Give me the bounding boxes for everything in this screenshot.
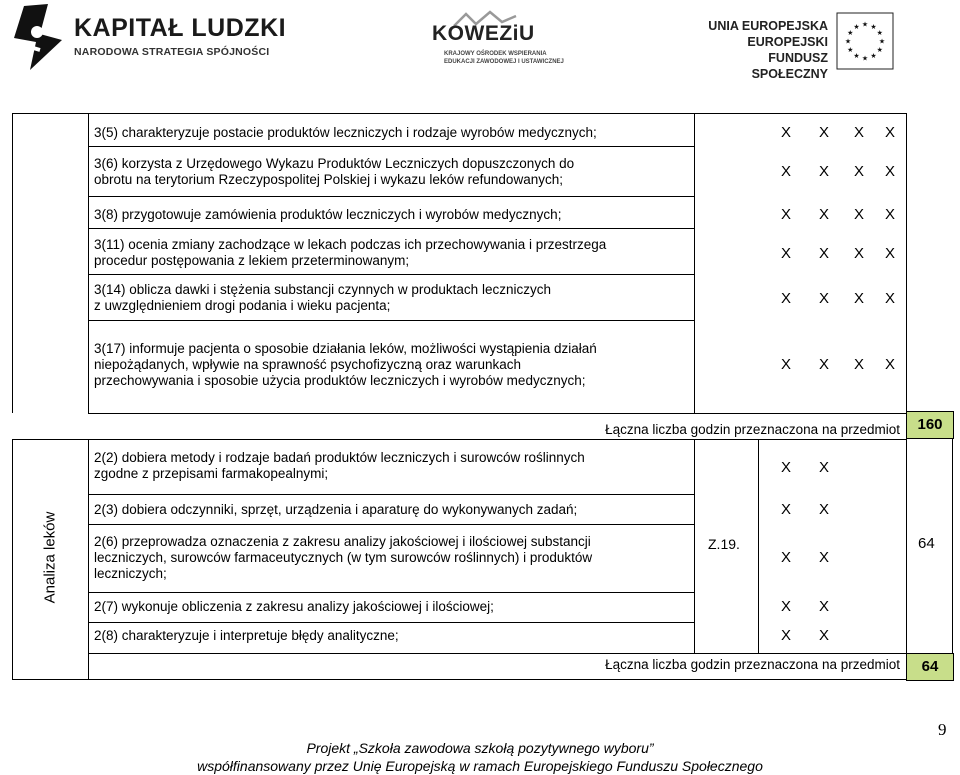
star-icon: ★ <box>878 38 886 46</box>
x-mark: X <box>854 124 865 141</box>
footer-funding-line: współfinansowany przez Unię Europejską w ramach Europejskiego Funduszu Społecznego <box>197 758 763 774</box>
star-icon: ★ <box>853 23 860 31</box>
list-item: 3(14) oblicza dawki i stężenia substancji czynnych w produktach leczniczych z uwzględnieniem drogi podania i wieku pacjenta; <box>94 282 551 313</box>
x-mark: X <box>854 245 865 262</box>
x-mark: X <box>781 163 792 180</box>
x-mark: X <box>885 356 896 373</box>
x-mark: X <box>885 206 896 223</box>
x-mark: X <box>819 627 830 644</box>
subject-name: Analiza leków <box>41 511 59 604</box>
total-hours-value: 64 <box>906 653 954 681</box>
x-mark: X <box>781 549 792 566</box>
list-item: 3(6) korzysta z Urzędowego Wykazu Produktów Leczniczych dopuszczonych do obrotu na terytorium Rzeczypospolitej Polskiej i wykazu leków refundowanych; <box>94 156 575 187</box>
subject-hours: 64 <box>918 535 935 552</box>
x-mark: X <box>854 163 865 180</box>
footer-project-line: Projekt „Szkoła zawodowa szkołą pozytywnego wyboru” <box>306 740 654 756</box>
total-hours-value: 160 <box>906 411 954 439</box>
x-mark: X <box>781 356 792 373</box>
x-mark: X <box>781 290 792 307</box>
star-icon: ★ <box>847 30 854 37</box>
total-hours-label: Łączna liczba godzin przeznaczona na przedmiot <box>605 657 900 672</box>
list-item: 2(8) charakteryzuje i interpretuje błędy analityczne; <box>94 628 399 643</box>
star-icon: ★ <box>861 55 869 63</box>
x-mark: X <box>781 206 792 223</box>
eu-line3: FUNDUSZ SPOŁECZNY <box>751 51 828 81</box>
x-mark: X <box>819 290 830 307</box>
koweziu-name: KOWEZiU <box>432 22 535 45</box>
star-icon: ★ <box>844 38 852 46</box>
koweziu-subtitle: KRAJOWY OŚRODEK WSPIERANIA EDUKACJI ZAWODOWEJ I USTAWICZNEJ <box>444 51 564 65</box>
x-mark: X <box>781 245 792 262</box>
list-item: 2(6) przeprowadza oznaczenia z zakresu analizy jakościowej i ilościowej substancji leczniczych, surowców farmaceutycznych (w tym surowców roślinnych) i produktów leczniczych; <box>94 534 593 581</box>
list-item: 2(3) dobiera odczynniki, sprzęt, urządzenia i aparaturę do wykonywanych zadań; <box>94 502 578 517</box>
page-number: 9 <box>938 720 947 739</box>
x-mark: X <box>885 290 896 307</box>
list-item: 2(2) dobiera metody i rodzaje badań produktów leczniczych i surowców roślinnych zgodne z przepisami farmakopealnymi; <box>94 450 585 481</box>
star-icon: ★ <box>861 21 869 29</box>
star-icon: ★ <box>853 53 860 61</box>
x-mark: X <box>819 163 830 180</box>
star-icon: ★ <box>870 53 877 61</box>
star-icon: ★ <box>847 47 854 54</box>
x-mark: X <box>819 206 830 223</box>
list-item: 2(7) wykonuje obliczenia z zakresu analizy jakościowej i ilościowej; <box>94 599 494 614</box>
star-icon: ★ <box>876 30 883 37</box>
kapital-ludzki-title: KAPITAŁ LUDZKI <box>74 14 287 42</box>
eu-flag-icon <box>836 12 894 70</box>
eu-line1: UNIA EUROPEJSKA <box>708 19 828 33</box>
star-icon: ★ <box>870 23 877 31</box>
list-item: 3(11) ocenia zmiany zachodzące w lekach podczas ich przechowywania i przestrzega procedur postępowania z lekiem przeterminowanym; <box>94 237 607 268</box>
x-mark: X <box>854 206 865 223</box>
kapital-ludzki-subtitle: NARODOWA STRATEGIA SPÓJNOŚCI <box>74 46 270 58</box>
list-item: 3(8) przygotowuje zamówienia produktów leczniczych i wyrobów medycznych; <box>94 207 562 222</box>
x-mark: X <box>819 549 830 566</box>
x-mark: X <box>781 124 792 141</box>
x-mark: X <box>819 245 830 262</box>
x-mark: X <box>854 356 865 373</box>
x-mark: X <box>819 501 830 518</box>
eu-text <box>706 18 828 82</box>
total-hours-label: Łączna liczba godzin przeznaczona na przedmiot <box>605 422 900 437</box>
x-mark: X <box>854 290 865 307</box>
kapital-ludzki-logo-icon <box>10 4 62 70</box>
x-mark: X <box>819 459 830 476</box>
x-mark: X <box>819 356 830 373</box>
list-item: 3(17) informuje pacjenta o sposobie działania leków, możliwości wystąpienia działań niepożądanych, wpływie na sprawność psychofizyczną oraz warunkach przechowywania i sposobie użycia produktów leczniczych i wyrobów medycznych; <box>94 341 597 388</box>
x-mark: X <box>819 598 830 615</box>
x-mark: X <box>885 124 896 141</box>
star-icon: ★ <box>876 47 883 54</box>
x-mark: X <box>781 459 792 476</box>
x-mark: X <box>781 627 792 644</box>
program-code: Z.19. <box>708 536 740 552</box>
eu-line2: EUROPEJSKI <box>747 35 828 49</box>
list-item: 3(5) charakteryzuje postacie produktów leczniczych i rodzaje wyrobów medycznych; <box>94 125 597 140</box>
x-mark: X <box>885 245 896 262</box>
x-mark: X <box>781 501 792 518</box>
x-mark: X <box>885 163 896 180</box>
x-mark: X <box>819 124 830 141</box>
x-mark: X <box>781 598 792 615</box>
